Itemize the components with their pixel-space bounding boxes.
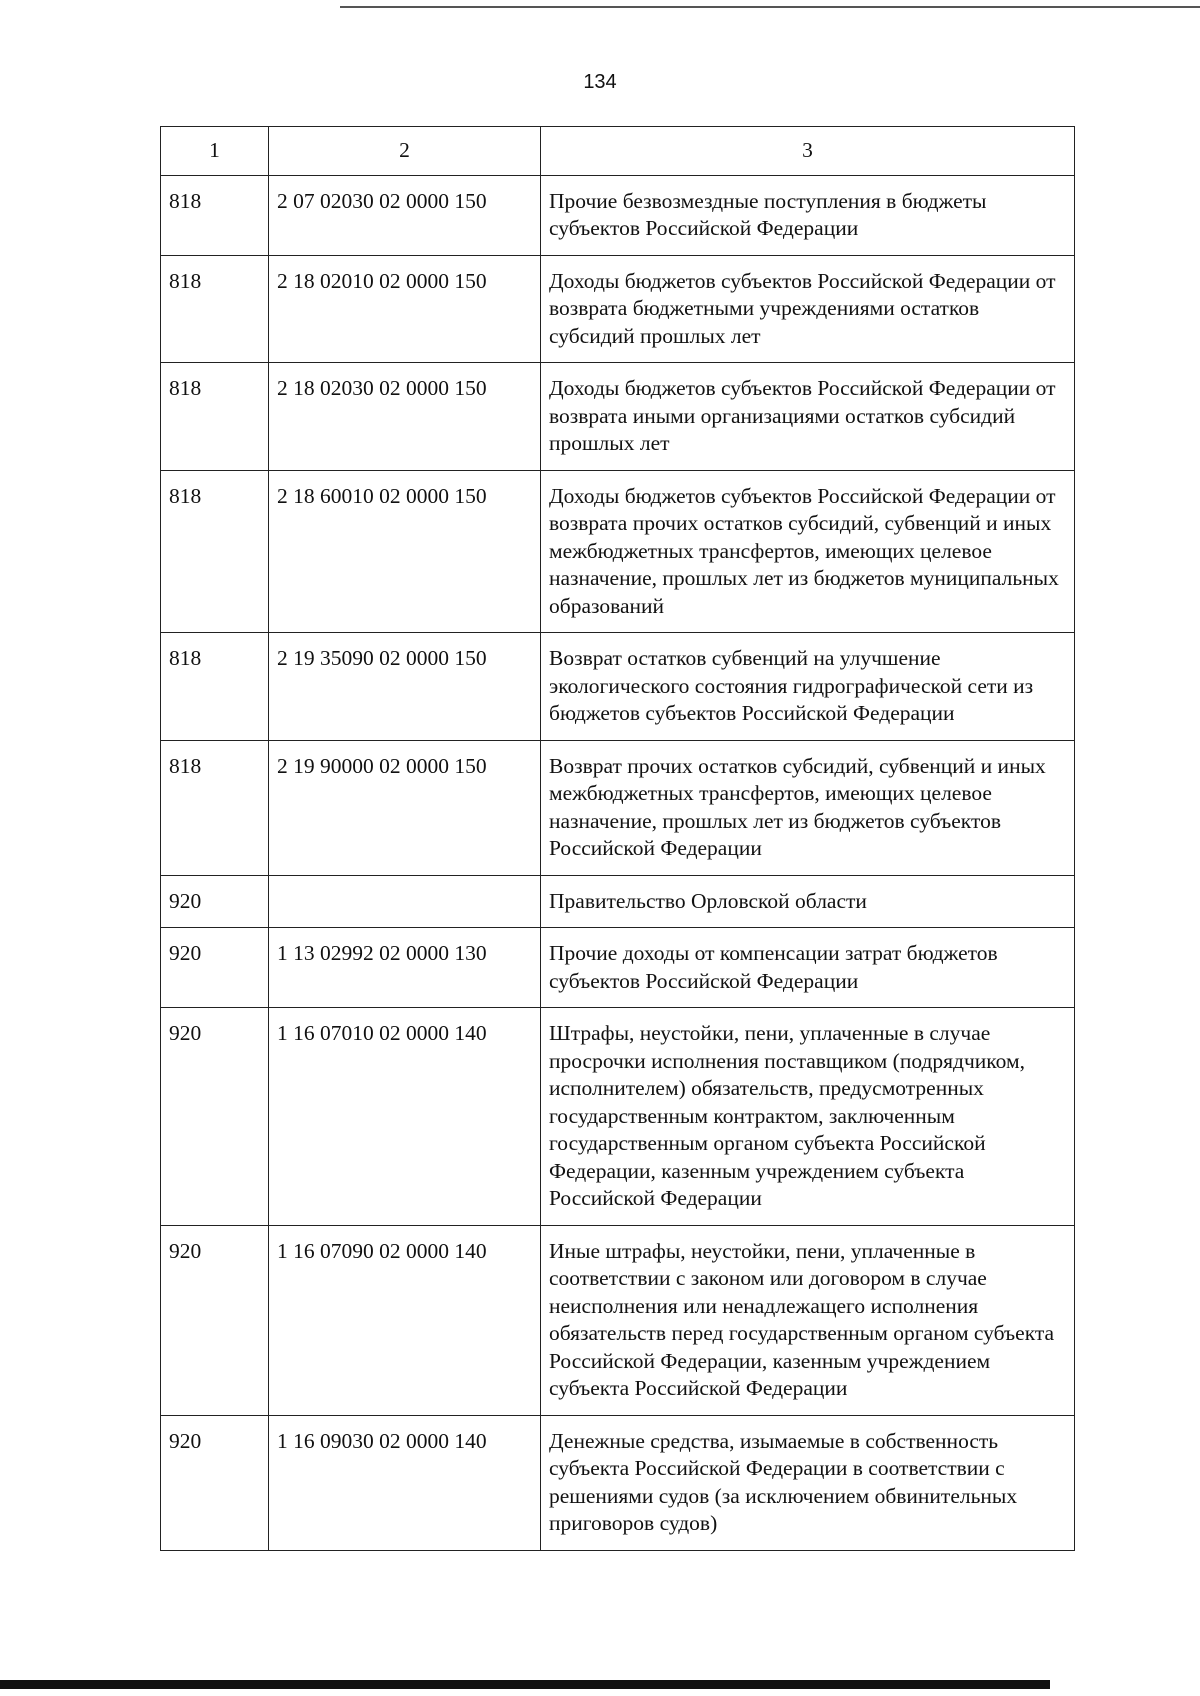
description-cell: Денежные средства, изымаемые в собственность субъекта Российской Федерации в соответствии с решениями судов (за исключением обвинительных приговоров судов) [541, 1415, 1075, 1550]
description-cell: Правительство Орловской области [541, 875, 1075, 928]
column-header-1: 1 [161, 127, 269, 176]
description-cell: Доходы бюджетов субъектов Российской Федерации от возврата прочих остатков субсидий, субвенций и иных межбюджетных трансфертов, имеющих целевое назначение, прошлых лет из бюджетов муниципальных образований [541, 470, 1075, 633]
admin-code-cell: 818 [161, 470, 269, 633]
table-row [161, 470, 1075, 633]
description-cell: Иные штрафы, неустойки, пени, уплаченные в соответствии с законом или договором в случае неисполнения или ненадлежащего исполнения обязательств перед государственным органом субъекта Российской Федерации, казенным учреждением субъекта Российской Федерации [541, 1225, 1075, 1415]
table-row [161, 740, 1075, 875]
table-row [161, 255, 1075, 363]
table-row [161, 875, 1075, 928]
admin-code-cell: 920 [161, 1008, 269, 1226]
income-code-cell: 1 16 09030 02 0000 140 [269, 1415, 541, 1550]
page-number: 134 [583, 71, 617, 93]
scan-edge-top [340, 6, 1200, 8]
column-header-2: 2 [269, 127, 541, 176]
admin-code-cell: 818 [161, 255, 269, 363]
description-cell: Прочие доходы от компенсации затрат бюджетов субъектов Российской Федерации [541, 928, 1075, 1008]
table-row [161, 1008, 1075, 1226]
table-header-row [161, 127, 1075, 176]
table-row [161, 363, 1075, 471]
description-cell: Доходы бюджетов субъектов Российской Федерации от возврата бюджетными учреждениями остатков субсидий прошлых лет [541, 255, 1075, 363]
income-code-cell: 1 16 07010 02 0000 140 [269, 1008, 541, 1226]
budget-codes-table [160, 126, 1075, 1551]
admin-code-cell: 818 [161, 175, 269, 255]
table-row [161, 1225, 1075, 1415]
income-code-cell: 2 19 35090 02 0000 150 [269, 633, 541, 741]
income-code-cell: 2 19 90000 02 0000 150 [269, 740, 541, 875]
admin-code-cell: 818 [161, 363, 269, 471]
income-code-cell: 2 07 02030 02 0000 150 [269, 175, 541, 255]
table-body [161, 127, 1075, 1551]
admin-code-cell: 920 [161, 1415, 269, 1550]
income-code-cell: 2 18 02030 02 0000 150 [269, 363, 541, 471]
admin-code-cell: 818 [161, 740, 269, 875]
table-row [161, 1415, 1075, 1550]
description-cell: Доходы бюджетов субъектов Российской Федерации от возврата иными организациями остатков субсидий прошлых лет [541, 363, 1075, 471]
description-cell: Возврат прочих остатков субсидий, субвенций и иных межбюджетных трансфертов, имеющих целевое назначение, прошлых лет из бюджетов субъектов Российской Федерации [541, 740, 1075, 875]
description-cell: Прочие безвозмездные поступления в бюджеты субъектов Российской Федерации [541, 175, 1075, 255]
admin-code-cell: 920 [161, 928, 269, 1008]
table-row [161, 928, 1075, 1008]
description-cell: Возврат остатков субвенций на улучшение экологического состояния гидрографической сети из бюджетов субъектов Российской Федерации [541, 633, 1075, 741]
scan-edge-bottom [0, 1680, 1050, 1689]
admin-code-cell: 818 [161, 633, 269, 741]
table-row [161, 633, 1075, 741]
income-code-cell [269, 875, 541, 928]
column-header-3: 3 [541, 127, 1075, 176]
description-cell: Штрафы, неустойки, пени, уплаченные в случае просрочки исполнения поставщиком (подрядчиком, исполнителем) обязательств, предусмотренных государственным контрактом, заключенным государственным органом субъекта Российской Федерации, казенным учреждением субъекта Российской Федерации [541, 1008, 1075, 1226]
table-row [161, 175, 1075, 255]
income-code-cell: 2 18 60010 02 0000 150 [269, 470, 541, 633]
income-code-cell: 1 16 07090 02 0000 140 [269, 1225, 541, 1415]
income-code-cell: 2 18 02010 02 0000 150 [269, 255, 541, 363]
income-code-cell: 1 13 02992 02 0000 130 [269, 928, 541, 1008]
admin-code-cell: 920 [161, 1225, 269, 1415]
admin-code-cell: 920 [161, 875, 269, 928]
